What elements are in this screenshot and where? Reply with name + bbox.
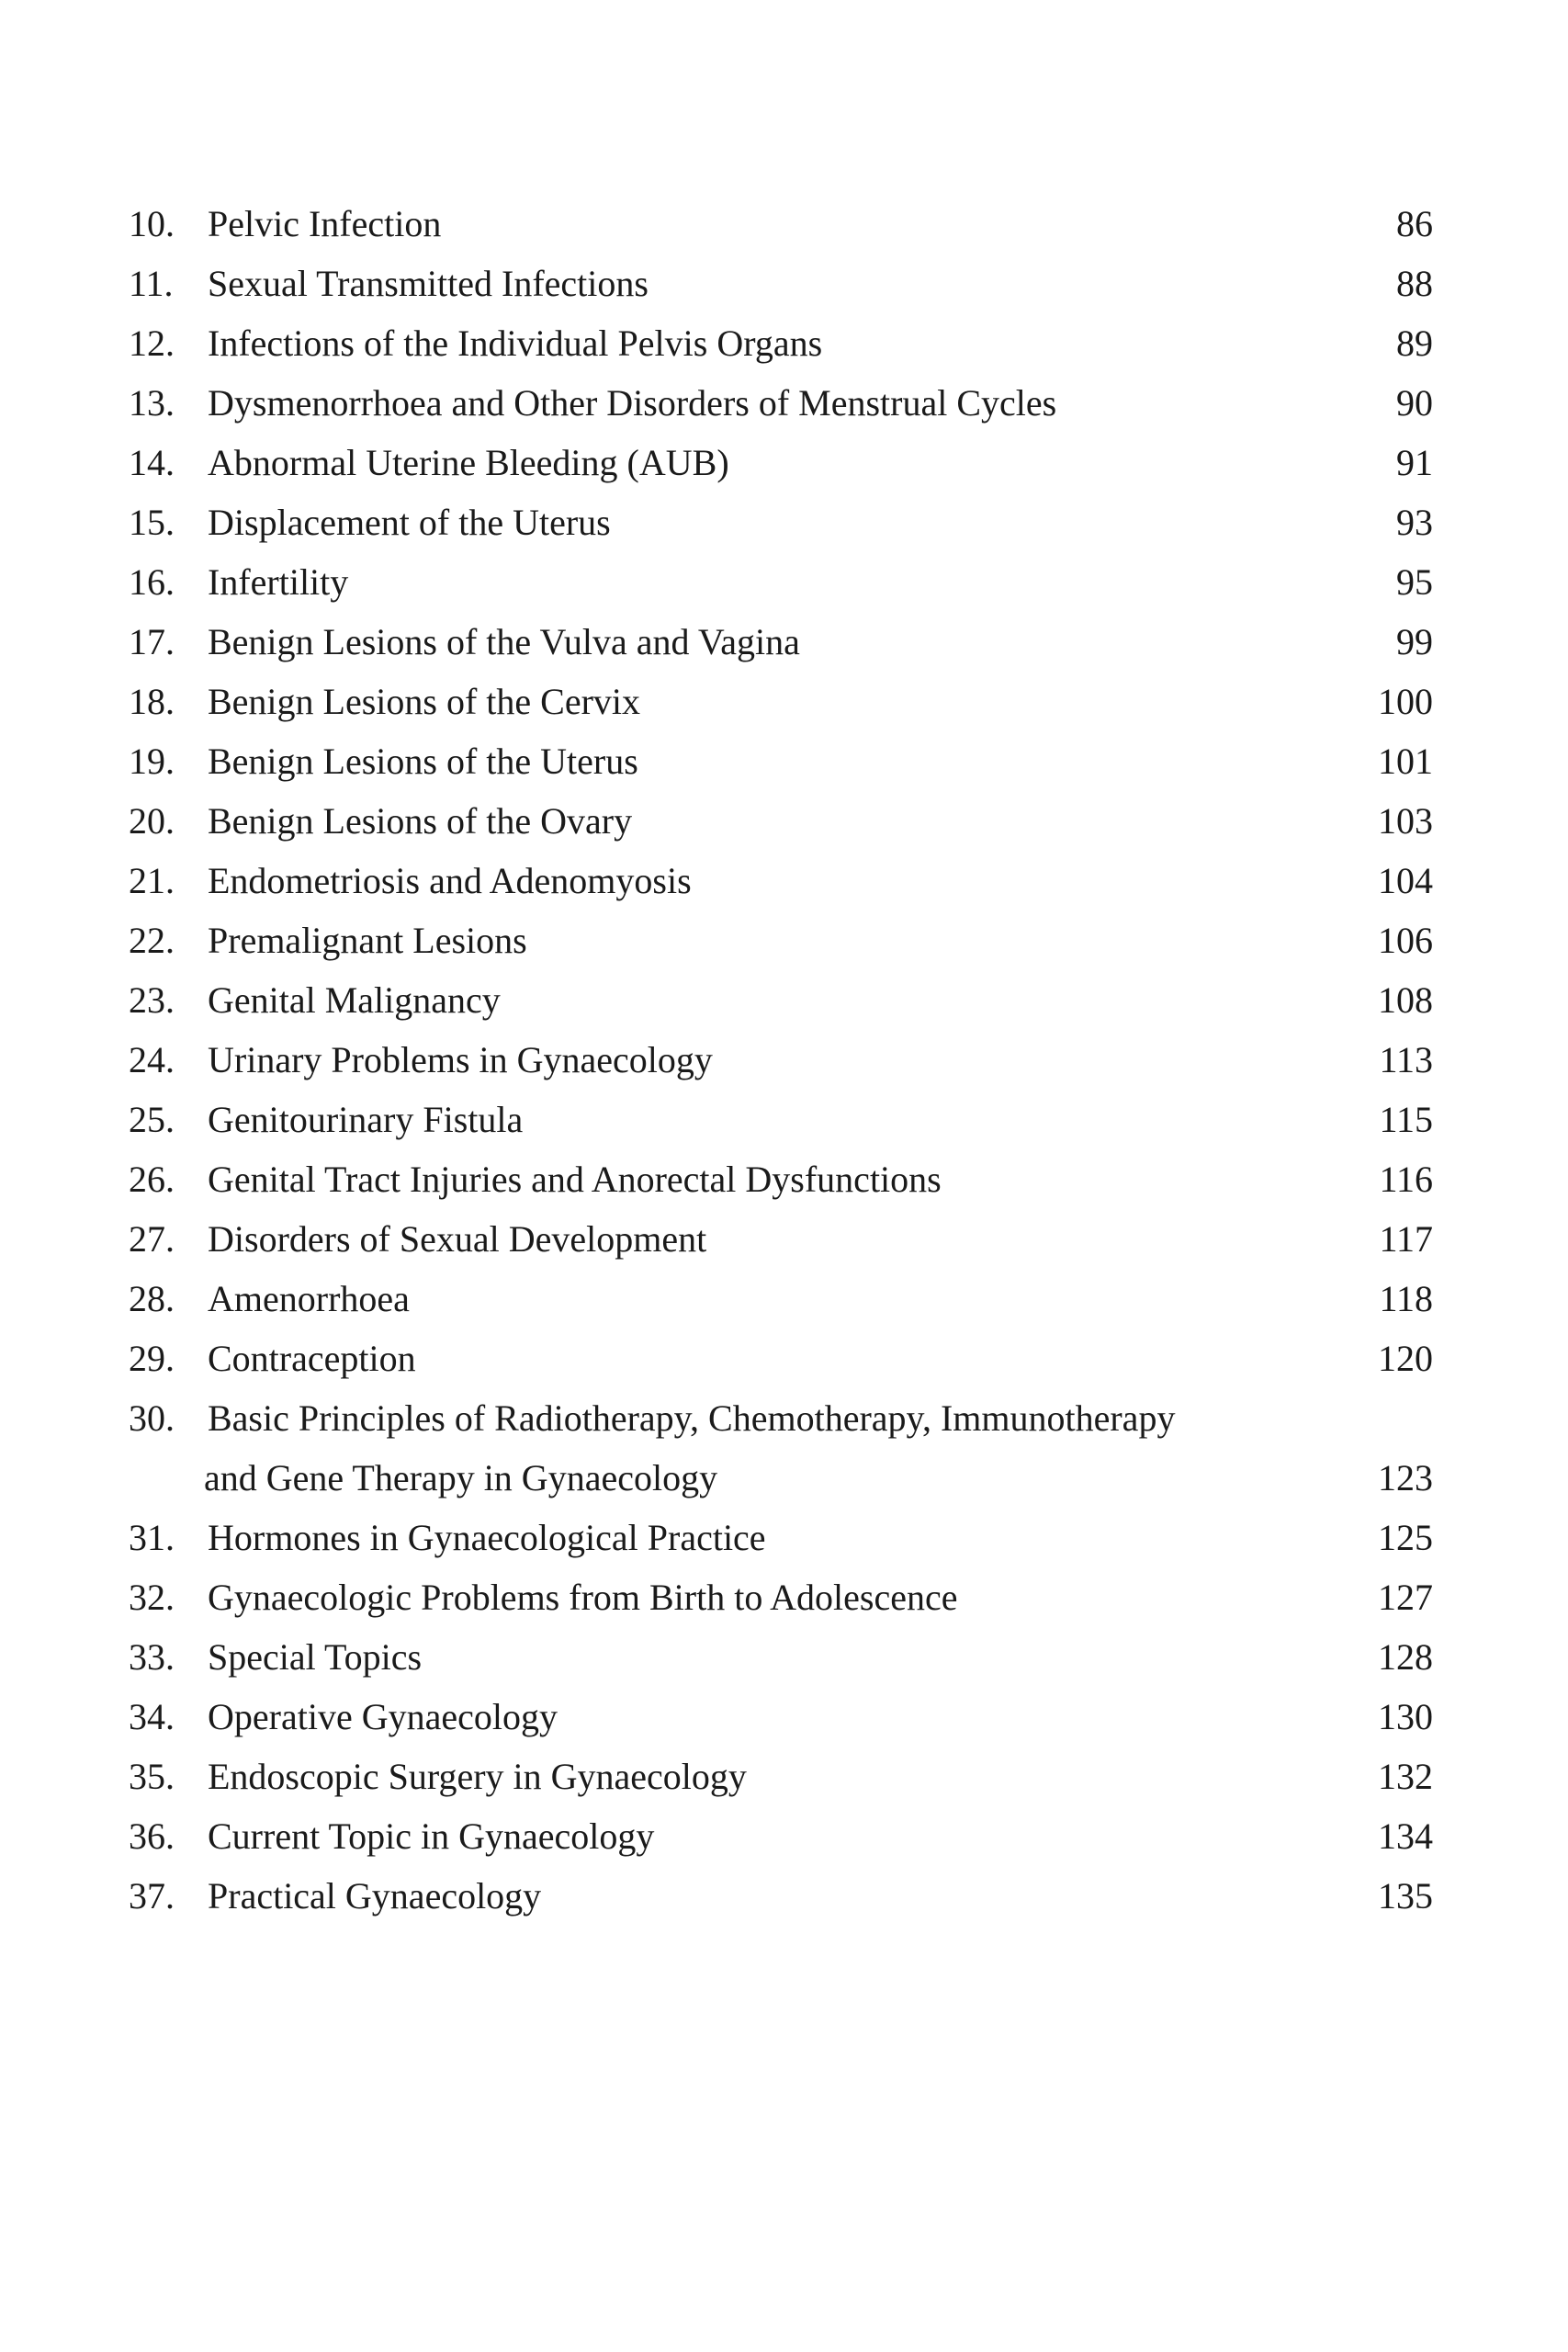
chapter-number: 23. — [129, 979, 175, 1021]
chapter-number: 17. — [129, 621, 175, 662]
toc-entry-31[interactable] — [0, 1508, 1568, 1567]
toc-entry-12[interactable] — [0, 313, 1568, 373]
chapter-title: Benign Lesions of the Uterus — [208, 741, 638, 782]
toc-entry-32[interactable] — [0, 1567, 1568, 1627]
page-number: 132 — [1378, 1756, 1433, 1797]
chapter-number: 34. — [129, 1696, 175, 1737]
chapter-number: 16. — [129, 561, 175, 603]
toc-entry-37[interactable] — [0, 1866, 1568, 1926]
toc-entry-28[interactable] — [0, 1269, 1568, 1329]
chapter-number: 37. — [129, 1875, 175, 1917]
chapter-title: Hormones in Gynaecological Practice — [208, 1517, 766, 1558]
chapter-number: 25. — [129, 1099, 175, 1140]
chapter-number: 31. — [129, 1517, 175, 1558]
page-number: 86 — [1396, 203, 1433, 244]
page-number: 104 — [1378, 860, 1433, 901]
chapter-title: Special Topics — [208, 1636, 423, 1678]
chapter-number: 11. — [129, 263, 174, 304]
chapter-title: Amenorrhoea — [208, 1278, 410, 1319]
chapter-number: 36. — [129, 1815, 175, 1857]
page-number: 130 — [1378, 1696, 1433, 1737]
toc-entry-34[interactable] — [0, 1687, 1568, 1747]
chapter-number: 33. — [129, 1636, 175, 1678]
page-number: 91 — [1396, 442, 1433, 483]
chapter-number: 29. — [129, 1338, 175, 1379]
chapter-number: 14. — [129, 442, 175, 483]
chapter-title: Contraception — [208, 1338, 416, 1379]
chapter-number: 21. — [129, 860, 175, 901]
chapter-number: 32. — [129, 1577, 175, 1618]
chapter-title: Benign Lesions of the Vulva and Vagina — [208, 621, 800, 662]
toc-entry-22[interactable] — [0, 910, 1568, 970]
page-number: 101 — [1378, 741, 1433, 782]
chapter-number: 20. — [129, 800, 175, 842]
toc-entry-16[interactable] — [0, 552, 1568, 612]
toc-entry-20[interactable] — [0, 791, 1568, 851]
toc-entry-35[interactable] — [0, 1747, 1568, 1806]
chapter-number: 30. — [129, 1397, 175, 1439]
chapter-number: 19. — [129, 741, 175, 782]
chapter-title: Urinary Problems in Gynaecology — [208, 1039, 713, 1080]
chapter-title: Infections of the Individual Pelvis Organs — [208, 322, 823, 364]
chapter-title: Disorders of Sexual Development — [208, 1218, 707, 1260]
page-number: 116 — [1379, 1159, 1433, 1200]
page-number: 93 — [1396, 502, 1433, 543]
page-number: 134 — [1378, 1815, 1433, 1857]
chapter-title: Operative Gynaecology — [208, 1696, 558, 1737]
chapter-number: 10. — [129, 203, 175, 244]
chapter-number: 35. — [129, 1756, 175, 1797]
chapter-number: 28. — [129, 1278, 175, 1319]
page-number: 117 — [1379, 1218, 1433, 1260]
page-number: 108 — [1378, 979, 1433, 1021]
page-number: 135 — [1378, 1875, 1433, 1917]
page-number: 99 — [1396, 621, 1433, 662]
toc-entry-23[interactable] — [0, 970, 1568, 1030]
chapter-title: Benign Lesions of the Cervix — [208, 681, 641, 722]
toc-entry-17[interactable] — [0, 612, 1568, 672]
chapter-title: Genitourinary Fistula — [208, 1099, 524, 1140]
page-number: 89 — [1396, 322, 1433, 364]
chapter-number: 27. — [129, 1218, 175, 1260]
chapter-title: Current Topic in Gynaecology — [208, 1815, 655, 1857]
chapter-number: 24. — [129, 1039, 175, 1080]
page-number: 120 — [1378, 1338, 1433, 1379]
chapter-title: Abnormal Uterine Bleeding (AUB) — [208, 442, 729, 483]
page-number: 125 — [1378, 1517, 1433, 1558]
chapter-title: Endometriosis and Adenomyosis — [208, 860, 692, 901]
chapter-title: Displacement of the Uterus — [208, 502, 611, 543]
toc-entry-29[interactable] — [0, 1329, 1568, 1388]
chapter-title: Genital Malignancy — [208, 979, 501, 1021]
toc-entry-15[interactable] — [0, 492, 1568, 552]
chapter-title-continued: and Gene Therapy in Gynaecology — [204, 1457, 718, 1498]
chapter-title: Gynaecologic Problems from Birth to Adolescence — [208, 1577, 958, 1618]
chapter-number: 26. — [129, 1159, 175, 1200]
chapter-title: Dysmenorrhoea and Other Disorders of Menstrual Cycles — [208, 382, 1057, 424]
page-number: 123 — [1378, 1457, 1433, 1498]
chapter-number: 13. — [129, 382, 175, 424]
page-number: 88 — [1396, 263, 1433, 304]
chapter-title: Infertility — [208, 561, 349, 603]
page-number: 118 — [1379, 1278, 1433, 1319]
page-number: 127 — [1378, 1577, 1433, 1618]
page-number: 113 — [1379, 1039, 1433, 1080]
toc-entry-24[interactable] — [0, 1030, 1568, 1090]
page-number: 90 — [1396, 382, 1433, 424]
chapter-number: 18. — [129, 681, 175, 722]
toc-entry-36[interactable] — [0, 1806, 1568, 1866]
toc-entry-11[interactable] — [0, 254, 1568, 313]
page-number: 100 — [1378, 681, 1433, 722]
toc-entry-33[interactable] — [0, 1627, 1568, 1687]
chapter-number: 22. — [129, 920, 175, 961]
chapter-title: Genital Tract Injuries and Anorectal Dysfunctions — [208, 1159, 942, 1200]
chapter-title: Pelvic Infection — [208, 203, 442, 244]
toc-entry-13[interactable] — [0, 373, 1568, 433]
chapter-title: Practical Gynaecology — [208, 1875, 542, 1917]
toc-entry-25[interactable] — [0, 1090, 1568, 1149]
chapter-title: Sexual Transmitted Infections — [208, 263, 649, 304]
page-number: 106 — [1378, 920, 1433, 961]
toc-entry-27[interactable] — [0, 1209, 1568, 1269]
toc-entry-19[interactable] — [0, 731, 1568, 791]
table-of-contents — [0, 194, 1568, 1926]
page-number: 103 — [1378, 800, 1433, 842]
toc-entry-14[interactable] — [0, 433, 1568, 492]
chapter-number: 15. — [129, 502, 175, 543]
toc-entry-18[interactable] — [0, 672, 1568, 731]
chapter-title: Endoscopic Surgery in Gynaecology — [208, 1756, 747, 1797]
chapter-title: Basic Principles of Radiotherapy, Chemotherapy, Immunotherapy — [208, 1397, 1176, 1439]
page-number: 95 — [1396, 561, 1433, 603]
chapter-title: Premalignant Lesions — [208, 920, 527, 961]
toc-entry-30[interactable] — [0, 1388, 1568, 1448]
chapter-number: 12. — [129, 322, 175, 364]
page-number: 115 — [1379, 1099, 1433, 1140]
page-number: 128 — [1378, 1636, 1433, 1678]
toc-entry-10[interactable] — [0, 194, 1568, 254]
toc-entry-21[interactable] — [0, 851, 1568, 910]
toc-entry-26[interactable] — [0, 1149, 1568, 1209]
chapter-title: Benign Lesions of the Ovary — [208, 800, 633, 842]
toc-entry-30-continued[interactable] — [0, 1448, 1568, 1508]
